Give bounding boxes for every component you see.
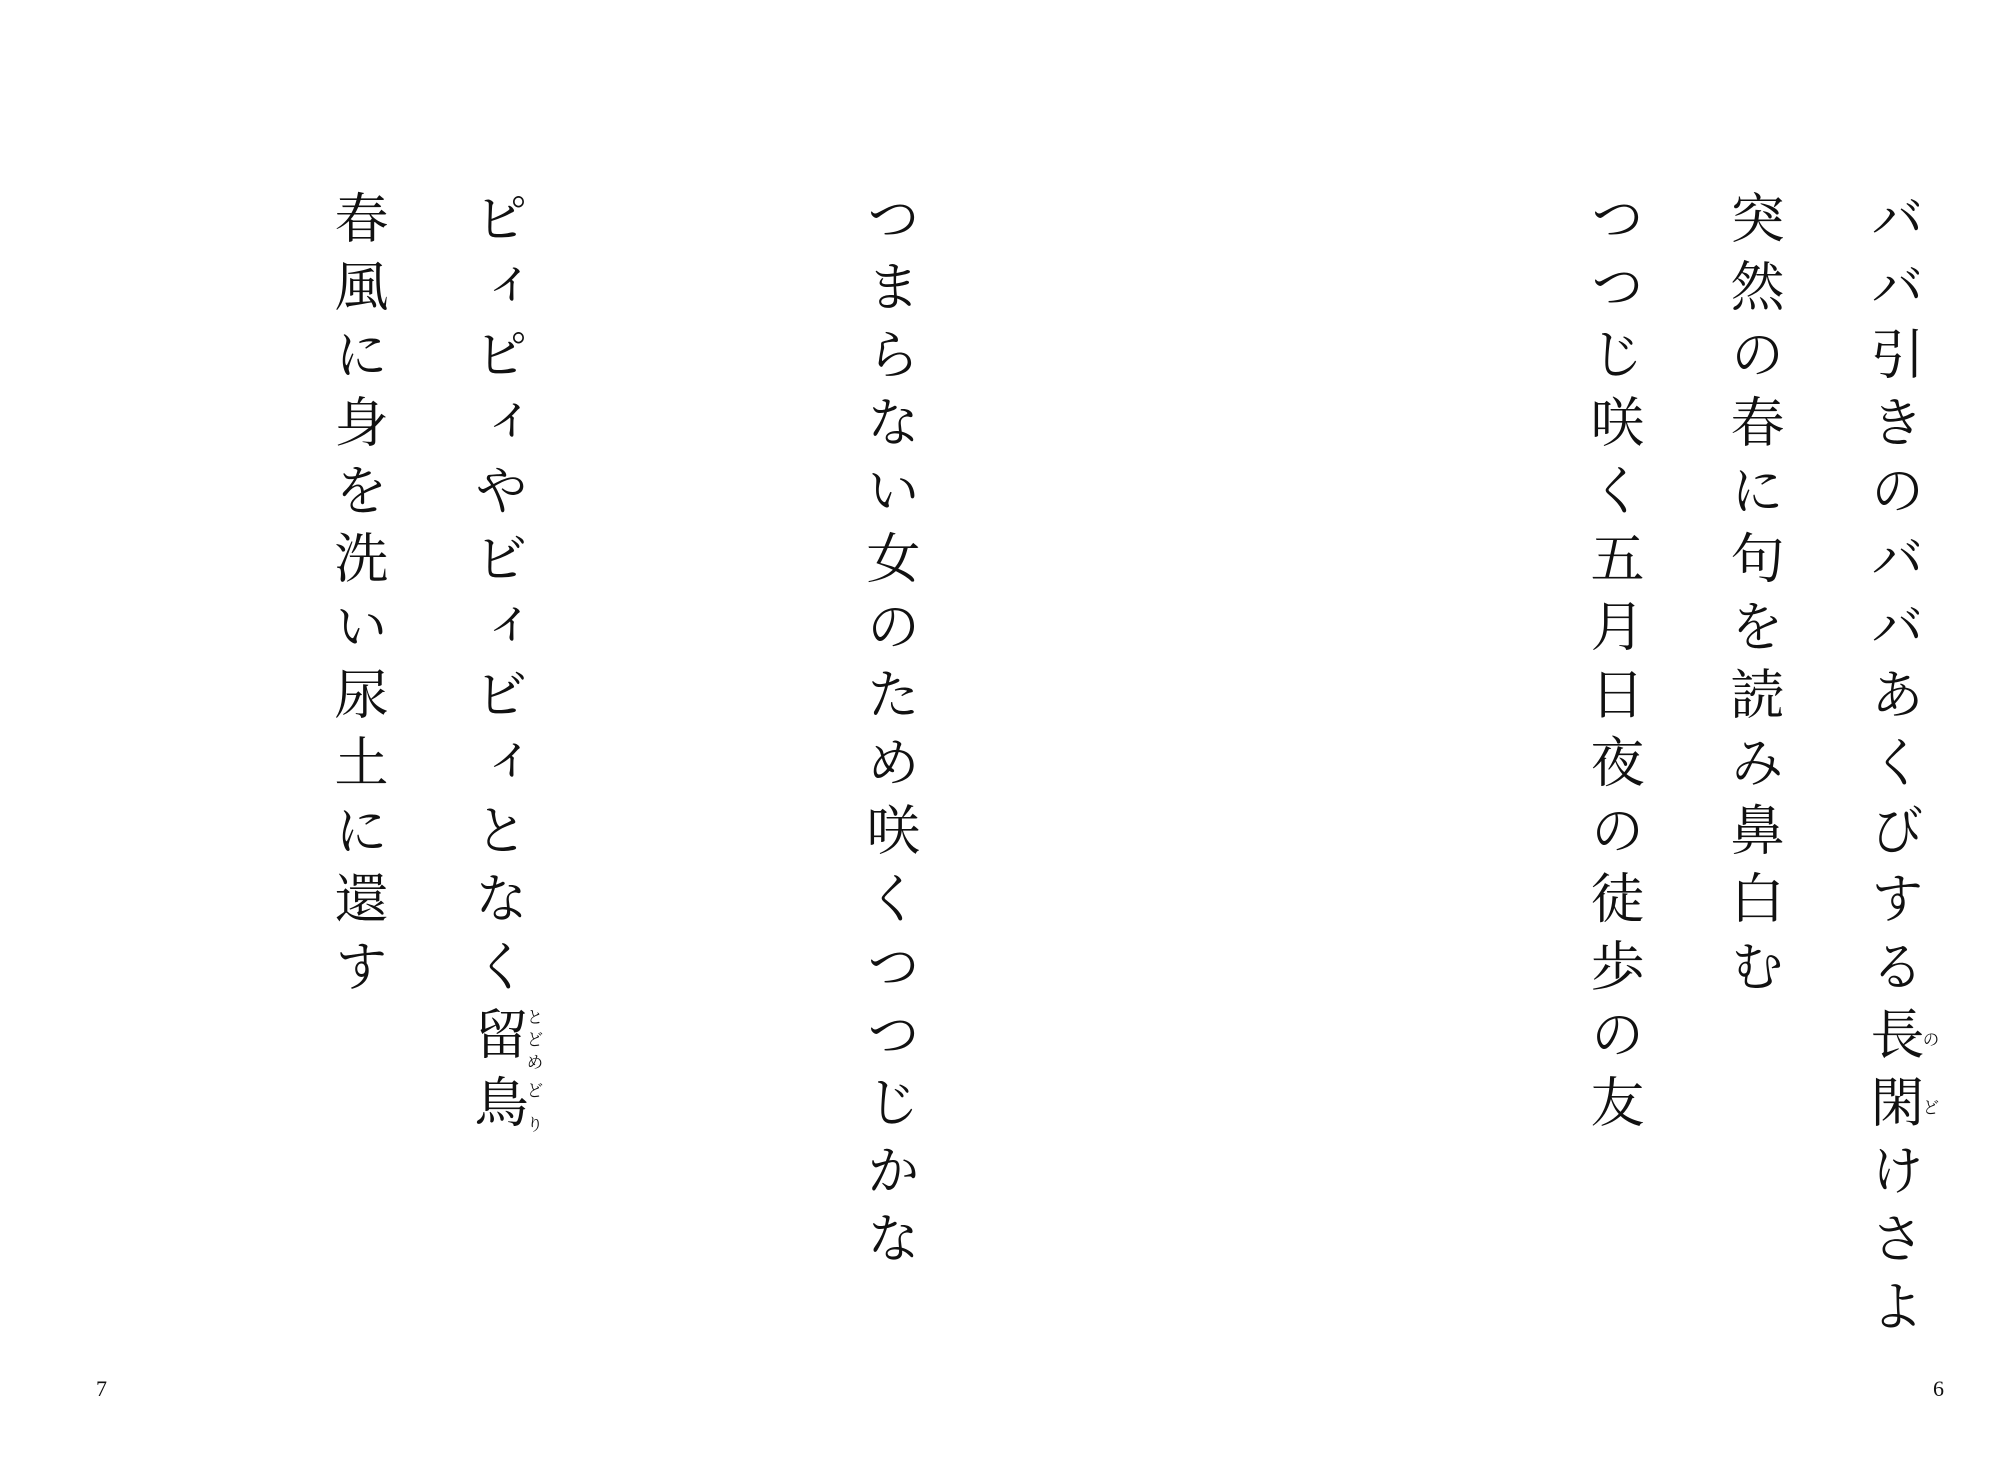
ruby-naga: 長の: [1863, 1006, 1939, 1074]
poem-columns-right: [1008, 190, 2016, 1346]
page-right: [1008, 0, 2016, 1480]
ruby-ryuu: 留とどめ: [467, 1006, 543, 1074]
ruby-kan: 閑ど: [1863, 1074, 1939, 1142]
poem-columns-left: [0, 190, 1008, 1330]
poem-text: ババ引きのババあくびする: [1863, 190, 1923, 1006]
poem-line: つつじ咲く五月日夜の徒歩の友: [1583, 190, 1643, 1142]
poem-text-tail: けさよ: [1863, 1142, 1923, 1346]
poem-line: 春風に身を洗い尿土に還す: [327, 190, 387, 1006]
page-number-right: 6: [1933, 1376, 1944, 1401]
poem-line: つまらない女のため咲くつつじかな: [859, 190, 919, 1278]
ruby-reading: の: [1919, 1006, 1939, 1074]
poem-line: [1863, 190, 1939, 1346]
ruby-chou: 鳥どり: [467, 1074, 543, 1142]
poem-line: 突然の春に句を読み鼻白む: [1723, 190, 1783, 1006]
ruby-reading: とどめ: [523, 1006, 543, 1074]
poem-line: [467, 190, 543, 1142]
page-number-left: 7: [96, 1376, 107, 1401]
ruby-reading: どり: [523, 1074, 543, 1142]
ruby-reading: ど: [1919, 1074, 1939, 1142]
poem-text: ピィピィやビィビィとなく: [467, 190, 527, 1006]
